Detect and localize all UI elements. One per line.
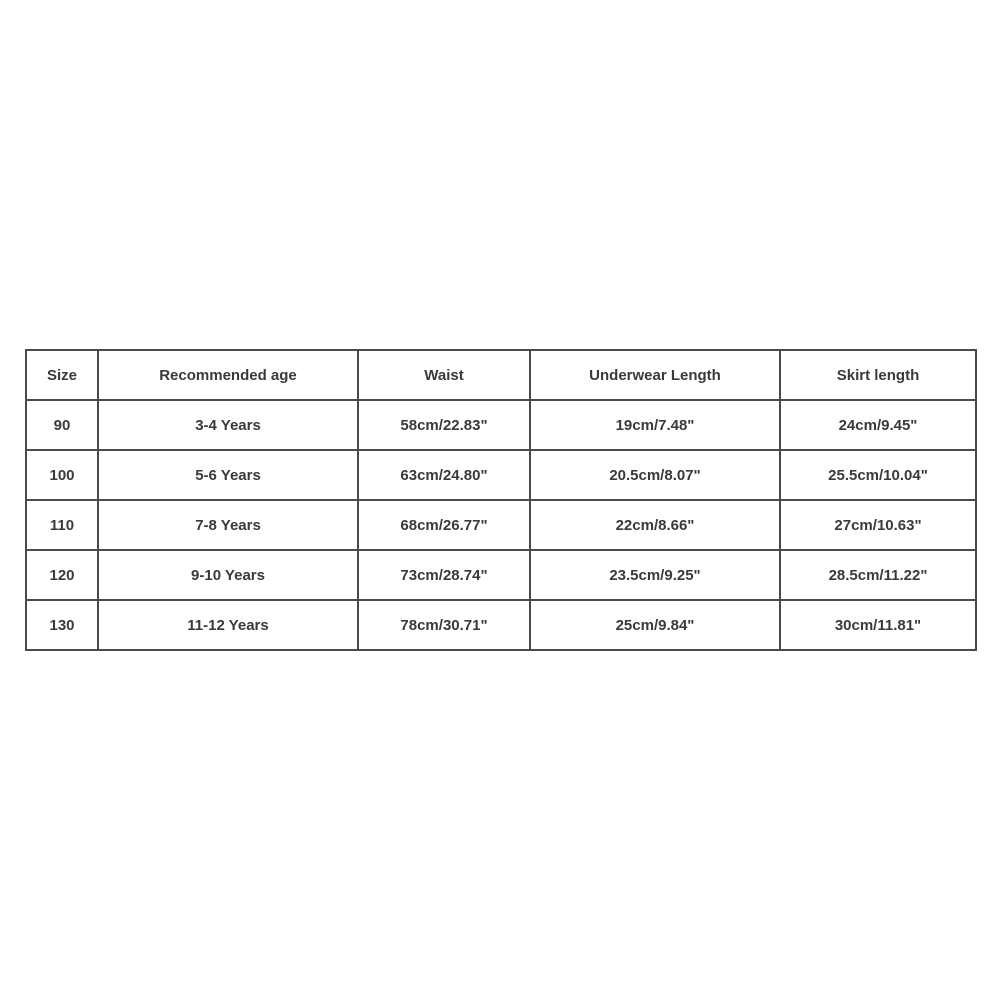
cell-recommended-age: 3-4 Years [98,400,358,450]
table-row [26,600,976,650]
cell-underwear-length: 25cm/9.84" [530,600,780,650]
header-recommended-age: Recommended age [98,350,358,400]
cell-underwear-length: 23.5cm/9.25" [530,550,780,600]
cell-size: 90 [26,400,98,450]
cell-skirt-length: 27cm/10.63" [780,500,976,550]
cell-skirt-length: 28.5cm/11.22" [780,550,976,600]
cell-size: 120 [26,550,98,600]
header-underwear-length: Underwear Length [530,350,780,400]
size-chart-table [25,349,977,651]
cell-waist: 78cm/30.71" [358,600,530,650]
table-row [26,450,976,500]
cell-waist: 68cm/26.77" [358,500,530,550]
cell-waist: 58cm/22.83" [358,400,530,450]
cell-size: 110 [26,500,98,550]
header-waist: Waist [358,350,530,400]
table-header-row [26,350,976,400]
cell-recommended-age: 5-6 Years [98,450,358,500]
cell-underwear-length: 22cm/8.66" [530,500,780,550]
cell-underwear-length: 20.5cm/8.07" [530,450,780,500]
cell-size: 130 [26,600,98,650]
cell-underwear-length: 19cm/7.48" [530,400,780,450]
cell-size: 100 [26,450,98,500]
header-size: Size [26,350,98,400]
cell-skirt-length: 30cm/11.81" [780,600,976,650]
cell-recommended-age: 9-10 Years [98,550,358,600]
header-skirt-length: Skirt length [780,350,976,400]
cell-waist: 73cm/28.74" [358,550,530,600]
cell-skirt-length: 24cm/9.45" [780,400,976,450]
cell-recommended-age: 7-8 Years [98,500,358,550]
table-row [26,500,976,550]
cell-skirt-length: 25.5cm/10.04" [780,450,976,500]
table-row [26,550,976,600]
cell-waist: 63cm/24.80" [358,450,530,500]
cell-recommended-age: 11-12 Years [98,600,358,650]
table-row [26,400,976,450]
